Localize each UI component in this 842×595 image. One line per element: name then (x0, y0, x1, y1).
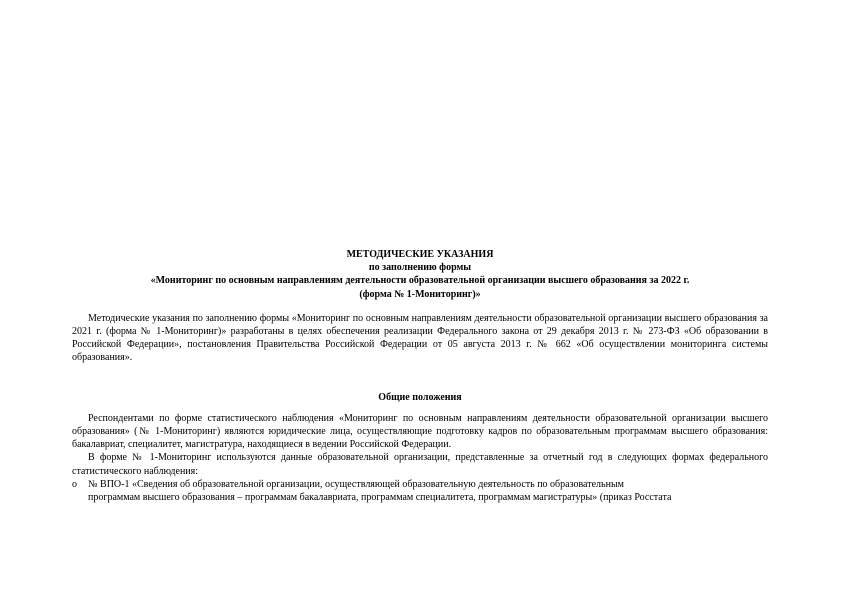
bullet-icon: o (72, 478, 77, 490)
section-heading: Общие положения (378, 391, 462, 403)
form-code: (форма № 1-Мониторинг)» (359, 288, 481, 300)
respondents-paragraph: Респондентами по форме статистического наблюдения «Мониторинг по основным направлениям деятельности образовательной организации высшего образования» (№ 1-Мониторинг) являются юридические лица, осуществляющие подготовку кадров по образовательным программам высшего образования: бакалавриат, специалитет, магистратура, находящиеся в ведении Российской Федерации. (72, 412, 768, 451)
sources-paragraph: В форме № 1-Мониторинг используются данные образовательной организации, представленные за отчетный год в следующих формах федерального статистического наблюдения: (72, 452, 768, 477)
list-item-line-2: программам высшего образования – программам бакалавриата, программам специалитета, программам магистратуры» (приказ Росстата (88, 492, 672, 504)
form-name: «Мониторинг по основным направлениям деятельности образовательной организации высшего образования за 2022 г. (150, 275, 690, 287)
list-item (72, 478, 768, 504)
list-item-line-1: № ВПО-1 «Сведения об образовательной организации, осуществляющей образовательную деятельность по образовательным (88, 478, 624, 490)
document-title: МЕТОДИЧЕСКИЕ УКАЗАНИЯ (346, 249, 494, 260)
document-subtitle: по заполнению формы (368, 262, 472, 274)
intro-paragraph: Методические указания по заполнению формы «Мониторинг по основным направлениям деятельности образовательной организации высшего образования за 2021 г. (форма № 1-Мониторинг)» разработаны в целях обеспечения реализации Федерального закона от 29 декабря 2013 г. № 273-ФЗ «Об образовании в Российской Федерации», постановления Правительства Российской Федерации от 05 августа 2013 г. № 662 «Об осуществлении мониторинга системы образования». (72, 312, 768, 364)
document-body (72, 248, 768, 504)
